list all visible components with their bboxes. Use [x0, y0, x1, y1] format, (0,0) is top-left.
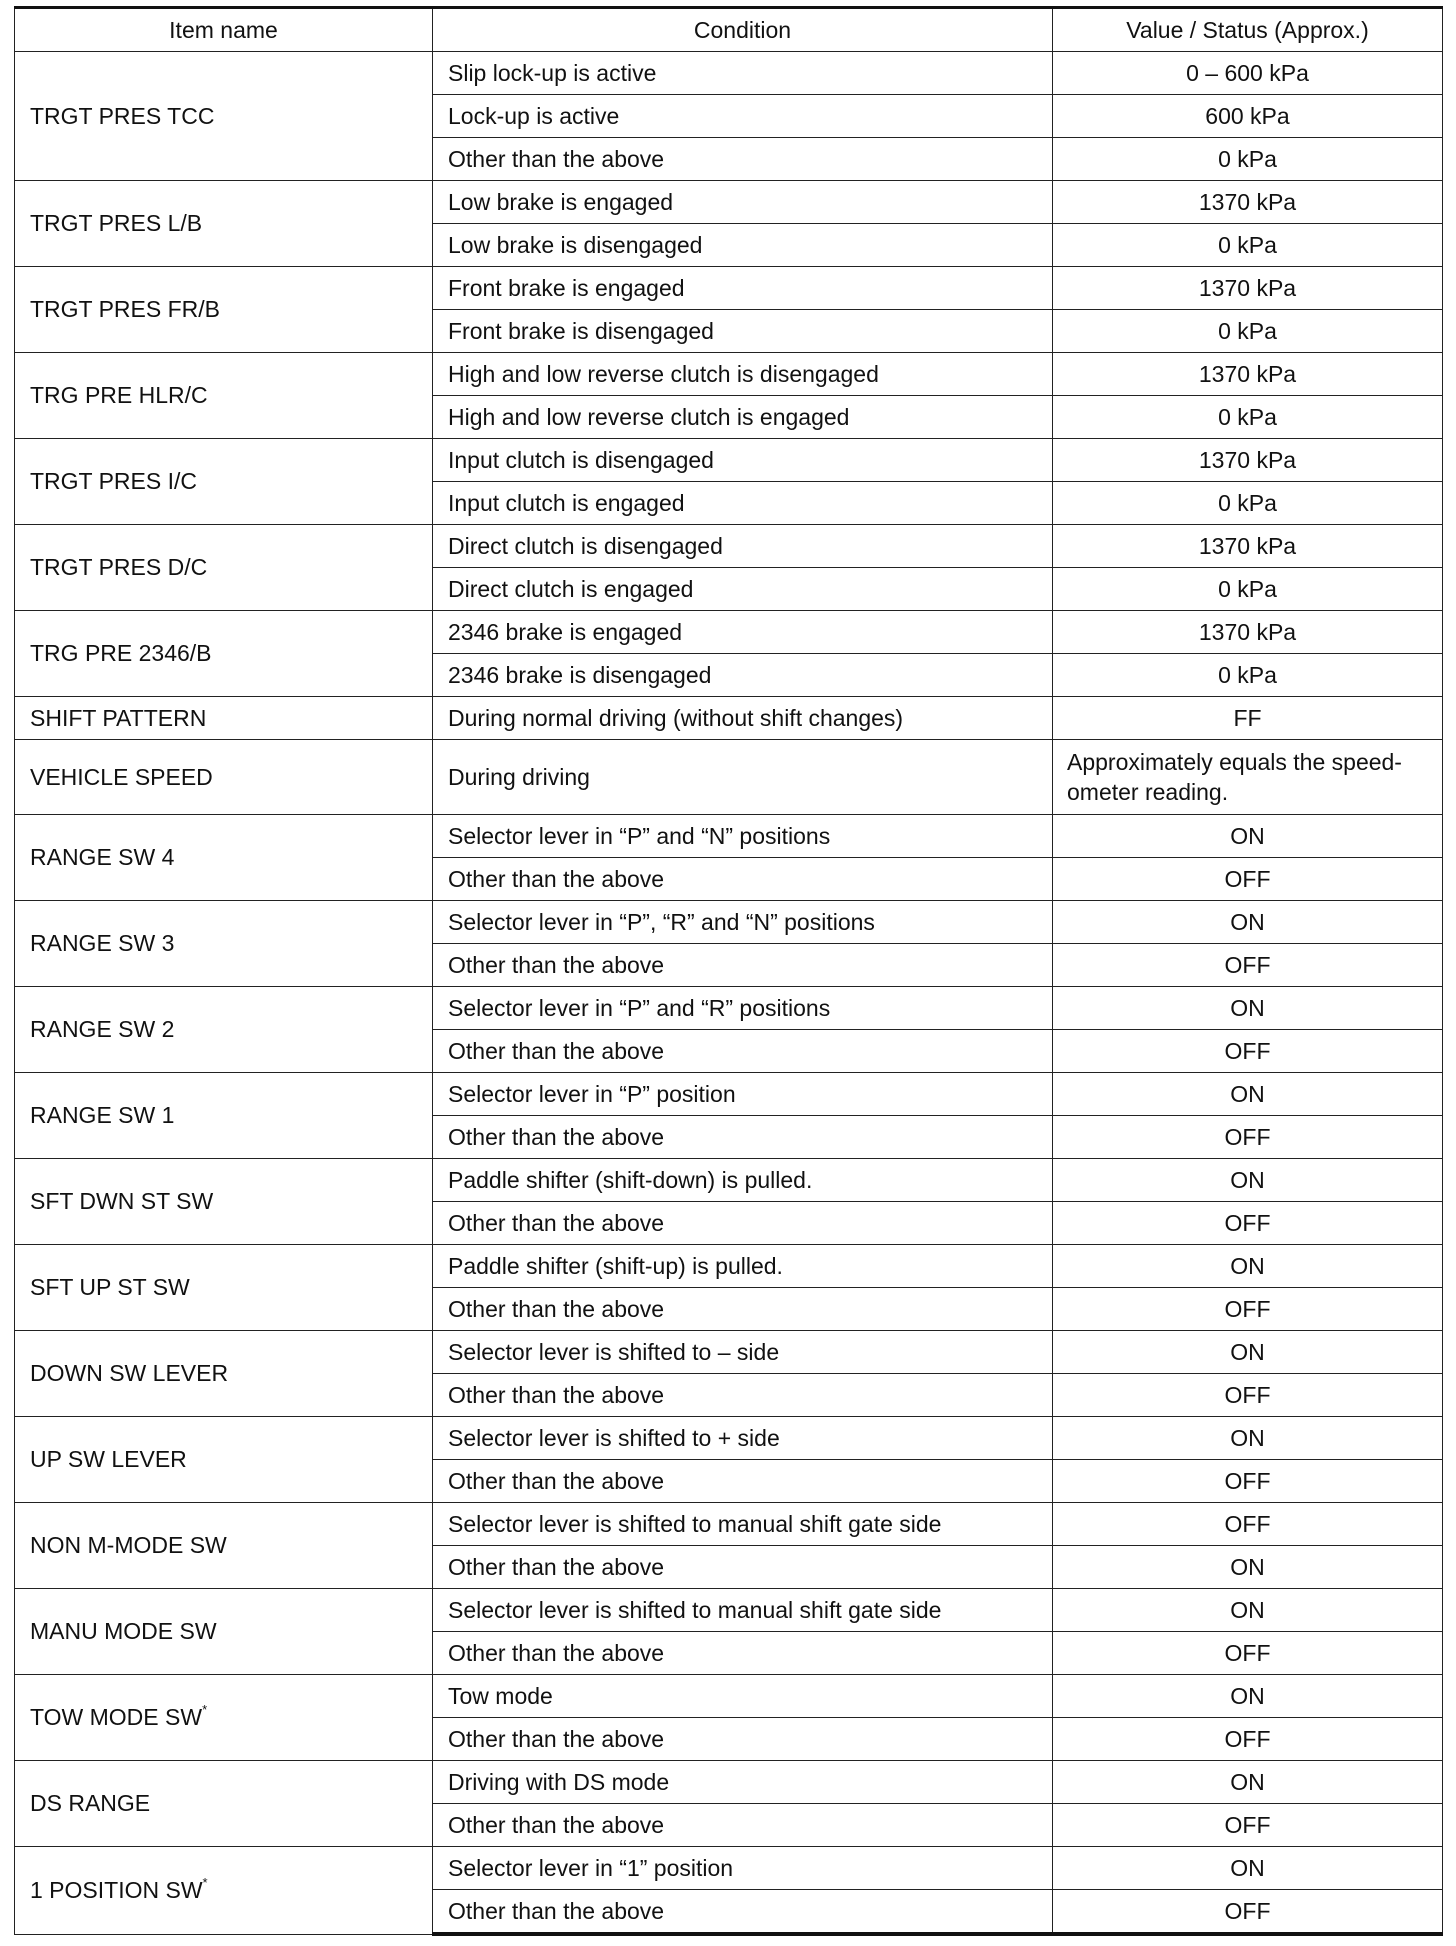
table-row: [15, 1073, 1443, 1116]
item-name-cell: [15, 52, 433, 181]
table-row: [15, 1503, 1443, 1546]
table-row: [15, 1417, 1443, 1460]
condition-cell: Slip lock-up is active: [433, 52, 1053, 95]
value-cell: OFF: [1053, 1804, 1443, 1847]
value-cell: OFF: [1053, 1116, 1443, 1159]
value-cell: 600 kPa: [1053, 95, 1443, 138]
value-cell: OFF: [1053, 1890, 1443, 1935]
item-name-text: TRG PRE 2346/B: [30, 640, 212, 666]
condition-cell: 2346 brake is engaged: [433, 611, 1053, 654]
value-cell: Approximately equals the speed-ometer reading.: [1053, 740, 1443, 815]
condition-cell: Selector lever in “1” position: [433, 1847, 1053, 1890]
item-name-cell: [15, 525, 433, 611]
value-cell: FF: [1053, 697, 1443, 740]
condition-cell: Other than the above: [433, 858, 1053, 901]
value-cell: ON: [1053, 815, 1443, 858]
item-name-text: RANGE SW 3: [30, 930, 175, 956]
condition-cell: Selector lever is shifted to + side: [433, 1417, 1053, 1460]
table-row: [15, 740, 1443, 815]
footnote-mark: *: [202, 1702, 208, 1718]
table-row: [15, 987, 1443, 1030]
item-name-text: TRGT PRES FR/B: [30, 296, 220, 322]
condition-cell: Direct clutch is engaged: [433, 568, 1053, 611]
table-row: [15, 52, 1443, 95]
condition-cell: Selector lever in “P” position: [433, 1073, 1053, 1116]
condition-cell: High and low reverse clutch is disengaged: [433, 353, 1053, 396]
table-body: [15, 52, 1443, 1935]
value-cell: OFF: [1053, 1718, 1443, 1761]
condition-cell: Other than the above: [433, 1546, 1053, 1589]
condition-cell: Other than the above: [433, 944, 1053, 987]
value-cell: 0 kPa: [1053, 396, 1443, 439]
item-name-text: 1 POSITION SW: [30, 1876, 203, 1903]
table-row: [15, 697, 1443, 740]
value-cell: ON: [1053, 1589, 1443, 1632]
value-cell: ON: [1053, 987, 1443, 1030]
condition-cell: Selector lever in “P” and “R” positions: [433, 987, 1053, 1030]
condition-cell: Other than the above: [433, 1890, 1053, 1935]
item-name-cell: [15, 740, 433, 815]
item-name-cell: [15, 1761, 433, 1847]
value-cell: OFF: [1053, 1374, 1443, 1417]
condition-cell: Other than the above: [433, 1030, 1053, 1073]
item-name-cell: [15, 1073, 433, 1159]
item-name-cell: [15, 439, 433, 525]
condition-cell: Selector lever in “P”, “R” and “N” positions: [433, 901, 1053, 944]
condition-cell: Front brake is engaged: [433, 267, 1053, 310]
value-cell: 0 kPa: [1053, 224, 1443, 267]
table-row: [15, 1847, 1443, 1890]
value-cell: 0 kPa: [1053, 568, 1443, 611]
value-cell: ON: [1053, 1245, 1443, 1288]
value-cell: ON: [1053, 1073, 1443, 1116]
item-name-text: TRG PRE HLR/C: [30, 382, 208, 408]
item-name-text: TRGT PRES I/C: [30, 468, 197, 494]
condition-cell: Lock-up is active: [433, 95, 1053, 138]
table-row: [15, 1159, 1443, 1202]
table-row: [15, 815, 1443, 858]
condition-cell: Other than the above: [433, 1632, 1053, 1675]
condition-cell: Low brake is disengaged: [433, 224, 1053, 267]
header-row: [15, 8, 1443, 52]
data-monitor-table-container: [14, 6, 1442, 1936]
table-row: [15, 1245, 1443, 1288]
table-row: [15, 181, 1443, 224]
item-name-text: RANGE SW 2: [30, 1016, 175, 1042]
item-name-text: TOW MODE SW: [30, 1704, 203, 1730]
value-cell: OFF: [1053, 1288, 1443, 1331]
table-row: [15, 525, 1443, 568]
table-row: [15, 1589, 1443, 1632]
item-name-cell: [15, 353, 433, 439]
value-cell: ON: [1053, 1761, 1443, 1804]
table-row: [15, 353, 1443, 396]
condition-cell: 2346 brake is disengaged: [433, 654, 1053, 697]
header-item-name: Item name: [15, 8, 433, 52]
value-cell: OFF: [1053, 1460, 1443, 1503]
header-value-status: Value / Status (Approx.): [1053, 8, 1443, 52]
condition-cell: Selector lever in “P” and “N” positions: [433, 815, 1053, 858]
header-condition: Condition: [433, 8, 1053, 52]
item-name-text: VEHICLE SPEED: [30, 763, 213, 790]
table-row: [15, 1761, 1443, 1804]
condition-cell: Other than the above: [433, 1116, 1053, 1159]
item-name-cell: [15, 1589, 433, 1675]
condition-cell: Selector lever is shifted to manual shift gate side: [433, 1589, 1053, 1632]
table-row: [15, 611, 1443, 654]
value-cell: 1370 kPa: [1053, 181, 1443, 224]
table-row: [15, 439, 1443, 482]
item-name-cell: [15, 697, 433, 740]
value-cell: OFF: [1053, 1202, 1443, 1245]
item-name-cell: [15, 267, 433, 353]
condition-cell: Other than the above: [433, 1718, 1053, 1761]
condition-cell: Input clutch is disengaged: [433, 439, 1053, 482]
item-name-text: DS RANGE: [30, 1790, 151, 1816]
value-cell: ON: [1053, 1417, 1443, 1460]
item-name-cell: [15, 1503, 433, 1589]
value-cell: 0 – 600 kPa: [1053, 52, 1443, 95]
item-name-text: NON M-MODE SW: [30, 1532, 227, 1558]
value-cell: 1370 kPa: [1053, 611, 1443, 654]
table-row: [15, 1675, 1443, 1718]
condition-cell: Other than the above: [433, 1374, 1053, 1417]
item-name-text: SFT DWN ST SW: [30, 1188, 214, 1214]
condition-cell: Other than the above: [433, 1288, 1053, 1331]
condition-cell: Tow mode: [433, 1675, 1053, 1718]
condition-cell: Direct clutch is disengaged: [433, 525, 1053, 568]
value-cell: 1370 kPa: [1053, 525, 1443, 568]
condition-cell: During driving: [433, 740, 1053, 815]
table-row: [15, 901, 1443, 944]
item-name-cell: [15, 1331, 433, 1417]
data-monitor-table: [14, 6, 1443, 1936]
condition-cell: Low brake is engaged: [433, 181, 1053, 224]
value-cell: ON: [1053, 1675, 1443, 1718]
item-name-text: TRGT PRES TCC: [30, 102, 215, 129]
value-cell: OFF: [1053, 1030, 1443, 1073]
item-name-text: MANU MODE SW: [30, 1618, 217, 1644]
item-name-text: TRGT PRES D/C: [30, 554, 208, 580]
condition-cell: Front brake is disengaged: [433, 310, 1053, 353]
item-name-cell: [15, 1245, 433, 1331]
table-row: [15, 1331, 1443, 1374]
condition-cell: Paddle shifter (shift-up) is pulled.: [433, 1245, 1053, 1288]
item-name-text: RANGE SW 1: [30, 1102, 175, 1128]
item-name-cell: [15, 1159, 433, 1245]
value-cell: 0 kPa: [1053, 482, 1443, 525]
value-cell: OFF: [1053, 858, 1443, 901]
condition-cell: Paddle shifter (shift-down) is pulled.: [433, 1159, 1053, 1202]
item-name-cell: [15, 1675, 433, 1761]
value-cell: 0 kPa: [1053, 310, 1443, 353]
item-name-cell: [15, 901, 433, 987]
condition-cell: Input clutch is engaged: [433, 482, 1053, 525]
item-name-cell: [15, 611, 433, 697]
condition-cell: Other than the above: [433, 1460, 1053, 1503]
value-cell: ON: [1053, 1331, 1443, 1374]
value-cell: 1370 kPa: [1053, 439, 1443, 482]
condition-cell: High and low reverse clutch is engaged: [433, 396, 1053, 439]
item-name-cell: [15, 1847, 433, 1935]
item-name-text: RANGE SW 4: [30, 844, 175, 870]
item-name-cell: [15, 181, 433, 267]
item-name-cell: [15, 987, 433, 1073]
value-cell: OFF: [1053, 1503, 1443, 1546]
condition-cell: Selector lever is shifted to manual shift gate side: [433, 1503, 1053, 1546]
condition-cell: Selector lever is shifted to – side: [433, 1331, 1053, 1374]
value-cell: ON: [1053, 1546, 1443, 1589]
value-cell: OFF: [1053, 944, 1443, 987]
footnote-mark: *: [202, 1875, 208, 1891]
condition-cell: Driving with DS mode: [433, 1761, 1053, 1804]
value-cell: 0 kPa: [1053, 138, 1443, 181]
item-name-text: TRGT PRES L/B: [30, 210, 203, 236]
item-name-text: UP SW LEVER: [30, 1446, 187, 1472]
item-name-cell: [15, 1417, 433, 1503]
value-cell: ON: [1053, 1159, 1443, 1202]
value-cell: 1370 kPa: [1053, 353, 1443, 396]
condition-cell: Other than the above: [433, 1202, 1053, 1245]
item-name-text: DOWN SW LEVER: [30, 1360, 229, 1386]
item-name-cell: [15, 815, 433, 901]
value-cell: ON: [1053, 901, 1443, 944]
item-name-text: SFT UP ST SW: [30, 1274, 190, 1300]
value-cell: 1370 kPa: [1053, 267, 1443, 310]
condition-cell: Other than the above: [433, 138, 1053, 181]
condition-cell: Other than the above: [433, 1804, 1053, 1847]
value-cell: OFF: [1053, 1632, 1443, 1675]
table-row: [15, 267, 1443, 310]
condition-cell: During normal driving (without shift changes): [433, 697, 1053, 740]
item-name-text: SHIFT PATTERN: [30, 704, 207, 731]
value-cell: 0 kPa: [1053, 654, 1443, 697]
value-cell: ON: [1053, 1847, 1443, 1890]
